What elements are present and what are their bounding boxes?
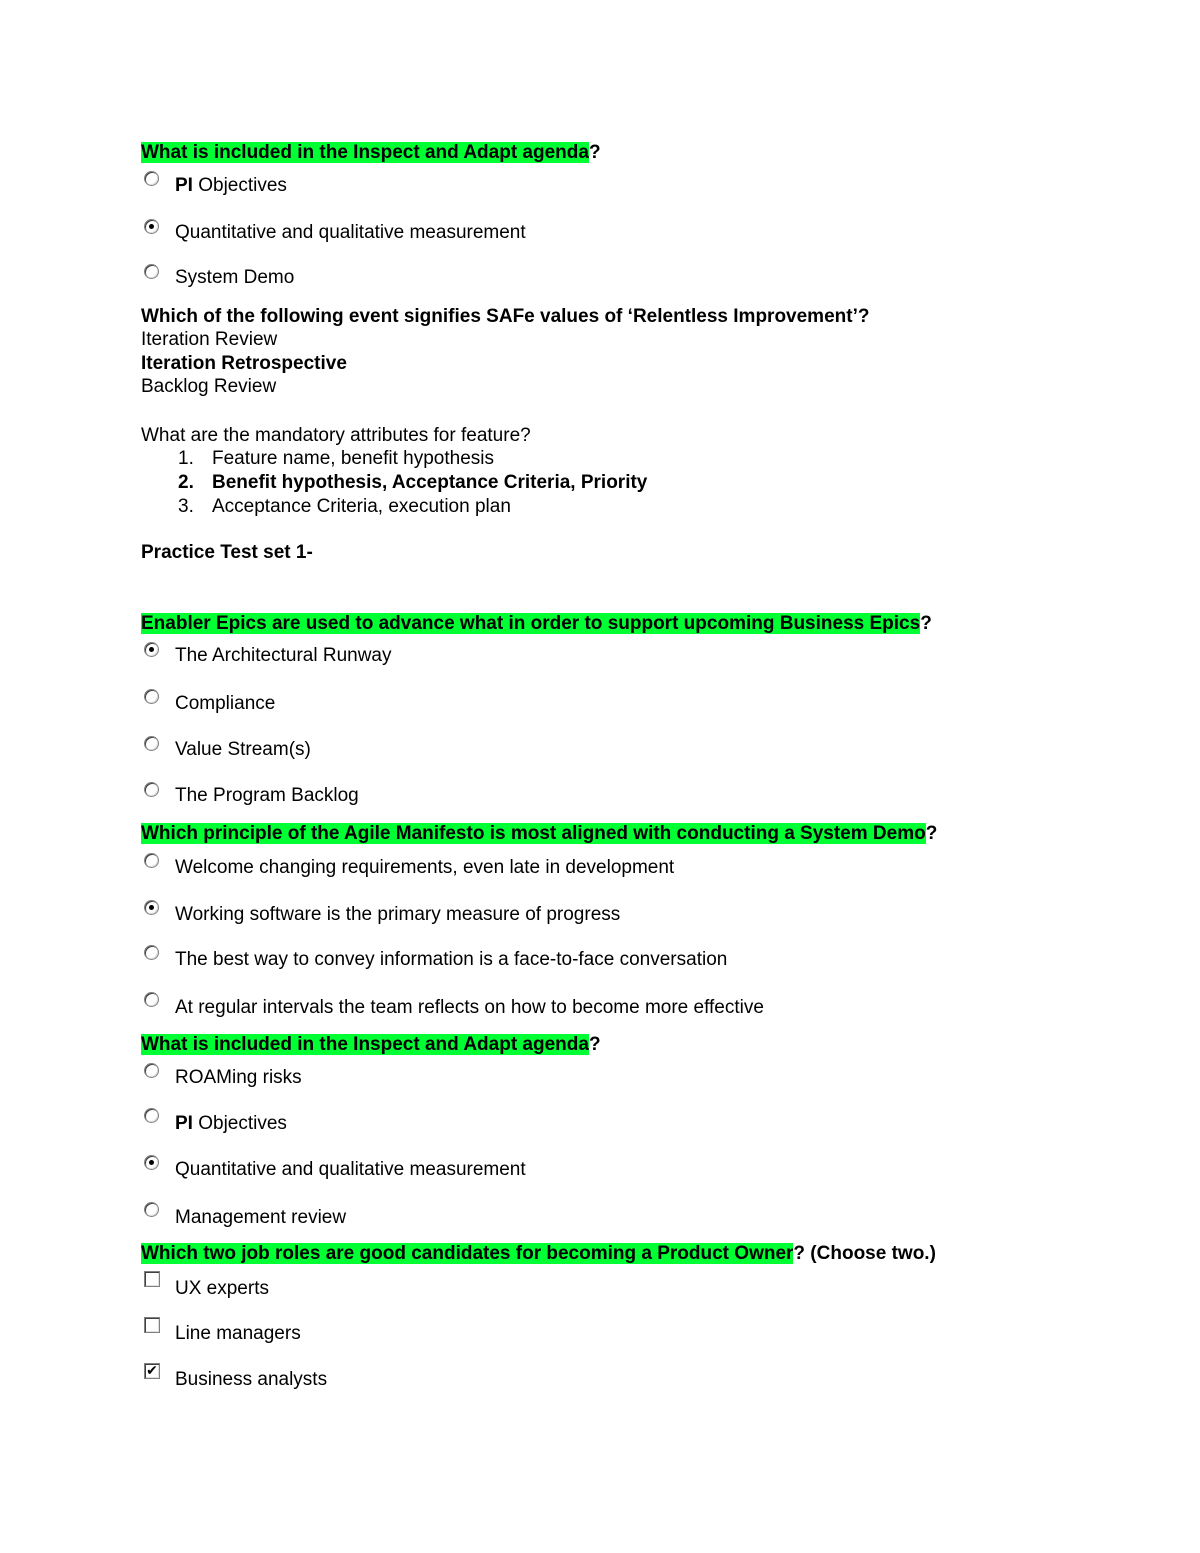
- q4-option-2-radio[interactable]: [144, 689, 159, 704]
- q4-option-3-label: Value Stream(s): [175, 739, 311, 760]
- q6-option-1-radio[interactable]: [144, 1063, 159, 1078]
- q1-option-1-radio[interactable]: [144, 171, 159, 186]
- question-5-suffix: ?: [925, 823, 938, 844]
- question-6: [141, 1034, 601, 1056]
- q2-answer-3: Backlog Review: [141, 376, 277, 397]
- q5-option-1-radio[interactable]: [144, 853, 159, 868]
- question-6-suffix: ?: [588, 1034, 601, 1055]
- question-3: What are the mandatory attributes for feature?: [141, 425, 531, 446]
- q3-item-3-text: Acceptance Criteria, execution plan: [212, 496, 511, 517]
- q7-option-3-checkbox[interactable]: [144, 1363, 160, 1379]
- q3-item-2-num: 2.: [178, 472, 194, 493]
- q3-item-1-num: 1.: [178, 448, 194, 469]
- question-1-highlight: What is included in the Inspect and Adapt agenda: [141, 142, 589, 163]
- q1-option-1-label: [175, 175, 287, 197]
- q3-item-1-text: Feature name, benefit hypothesis: [212, 448, 495, 469]
- q1-option-1-bold: PI: [175, 175, 193, 196]
- question-4-highlight: Enabler Epics are used to advance what in order to support upcoming Business Epics: [141, 613, 921, 634]
- q1-option-3-radio[interactable]: [144, 264, 159, 279]
- check-mark-icon: ✔: [146, 1363, 158, 1379]
- question-4-suffix: ?: [920, 613, 932, 634]
- question-7-suffix: ? (Choose two.): [793, 1243, 936, 1264]
- q5-option-4-radio[interactable]: [144, 992, 159, 1007]
- q4-option-4-radio[interactable]: [144, 782, 159, 797]
- question-5-highlight: Which principle of the Agile Manifesto is most aligned with conducting a System Demo: [141, 823, 926, 844]
- q4-option-2-label: Compliance: [175, 693, 276, 714]
- q6-option-2-text: Objectives: [192, 1113, 287, 1134]
- q5-option-2-label: Working software is the primary measure of progress: [175, 904, 621, 925]
- q6-option-2-bold: PI: [175, 1113, 193, 1134]
- q4-option-4-label: The Program Backlog: [175, 785, 359, 806]
- q6-option-2-label: [175, 1113, 287, 1135]
- q2-answer-1: Iteration Review: [141, 329, 278, 350]
- q6-option-4-radio[interactable]: [144, 1202, 159, 1217]
- q1-option-2-label: Quantitative and qualitative measurement: [175, 222, 526, 243]
- q6-option-4-label: Management review: [175, 1207, 347, 1228]
- q4-option-3-radio[interactable]: [144, 736, 159, 751]
- question-6-highlight: What is included in the Inspect and Adapt agenda: [141, 1034, 589, 1055]
- q4-option-1-radio[interactable]: [144, 642, 159, 657]
- q5-option-4-label: At regular intervals the team reflects on how to become more effective: [175, 997, 764, 1018]
- question-7-highlight: Which two job roles are good candidates for becoming a Product Owner: [141, 1243, 794, 1264]
- q3-item-2-text: Benefit hypothesis, Acceptance Criteria, Priority: [212, 472, 648, 493]
- q7-option-2-label: Line managers: [175, 1323, 301, 1344]
- question-4: [141, 613, 932, 635]
- q7-option-3-label: Business analysts: [175, 1369, 328, 1390]
- q4-option-1-label: The Architectural Runway: [175, 645, 392, 666]
- q7-option-1-label: UX experts: [175, 1278, 269, 1299]
- q6-option-3-label: Quantitative and qualitative measurement: [175, 1159, 526, 1180]
- q3-item-3-num: 3.: [178, 496, 194, 517]
- q5-option-3-radio[interactable]: [144, 945, 159, 960]
- q7-option-1-checkbox[interactable]: [144, 1271, 160, 1287]
- question-5: [141, 823, 937, 845]
- q2-answer-2: Iteration Retrospective: [141, 353, 347, 374]
- section-title: Practice Test set 1-: [141, 542, 313, 563]
- q1-option-3-label: System Demo: [175, 267, 295, 288]
- question-7: [141, 1243, 936, 1265]
- q5-option-2-radio[interactable]: [144, 900, 159, 915]
- question-1-suffix: ?: [588, 142, 601, 163]
- question-1: [141, 142, 601, 164]
- q1-option-2-radio[interactable]: [144, 219, 159, 234]
- q5-option-1-label: Welcome changing requirements, even late in development: [175, 857, 675, 878]
- q6-option-1-label: ROAMing risks: [175, 1067, 302, 1088]
- q5-option-3-label: The best way to convey information is a face-to-face conversation: [175, 949, 728, 970]
- q7-option-2-checkbox[interactable]: [144, 1317, 160, 1333]
- q6-option-2-radio[interactable]: [144, 1108, 159, 1123]
- q1-option-1-text: Objectives: [192, 175, 287, 196]
- question-2: Which of the following event signifies SAFe values of ‘Relentless Improvement’?: [141, 306, 870, 327]
- q6-option-3-radio[interactable]: [144, 1155, 159, 1170]
